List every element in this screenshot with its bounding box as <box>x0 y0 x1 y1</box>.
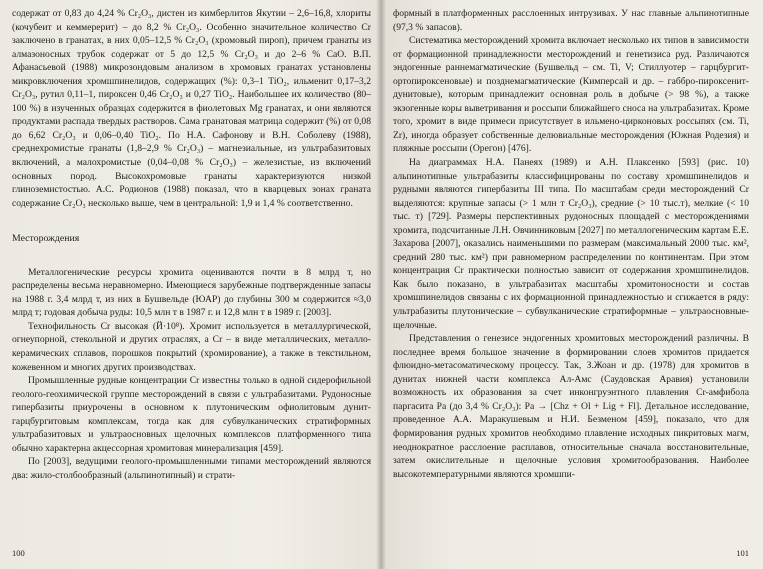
right-page <box>381 0 763 569</box>
left-paragraph-2: Металлогенические ресурсы хромита оцениваются почти в 8 млрд т, но распределены весьма неравномерно. Имеющиеся зарубежные подтвержденные запасы на 1988 г. 3,4 млрд т, из них в Бушвельде (ЮАР) до глубины 300 м содержится ≈3,0 млрд т; годовая добыча руды: 10,5 млн т в 1987 г. и 12,8 млн т в 1989 г. [2003]. <box>12 266 371 319</box>
left-page <box>0 0 381 569</box>
right-paragraph-4: Представления о генезисе эндогенных хромитовых месторождений различны. В последнее время большое значение в формировании слоев хромитов придается флюидно-метасоматическому процессу. Так, З.Жоан и др. (1978) для хромитов в дунитах нижней части комплекса Ал-Амс (Саудовская Аравия) установили возможность их образования за счет инконгруэнтного плавления Cr-амфибола паргасита Pa (до 3,4 % Cr₂O₃): Pa → [Chz + Ol + Lig + Fl]. Детальное исследование, проведенное А.А. Маракушевым и Н.И. Безменом [459], показало, что для формирования рудных хромитов необходимо плавление исходных пикритовых магм, неоднократное расслоение расплавов, относительные сначала восстановительные, затем окислительные и щелочные условия хромитообразования. Наиболее высокотемпературными являются хромшпи- <box>393 333 749 480</box>
page-number-left: 100 <box>12 548 25 559</box>
right-paragraph-3: На диаграммах Н.А. Панеях (1989) и А.Н. Плаксенко [593] (рис. 10) альпинотипные ультрабазиты классифицированы по составу хромшпинелидов и рудными являются гипербазиты III типа. По масштабам среди месторождений Cr выделяются: крупные запасы (> 1 млн т Cr₂O₃), средние (> 10 тыс.т), мелкие (< 10 тыс. т) [729]. Размеры перспективных рудоносных площадей с месторождениями хромита, подсчитанные Л.Н. Овчинниковым [2027] по металлогеническим картам Е.Е. Захарова [2007], оказались наименьшими по размерам (максимальный 2000 тыс. км², средний 280 тыс. км²) при равномерном распределении по континентам. При этом концентрация Cr практически полностью зависит от содержания хромшпинелидов. Как было показано, в ультрабазитах масштабы хромитоносности и состав хромшпинелидов связаны с их формационной принадлежностью и сгижается в ряду: ультрабазиты плутонические – субвулканические стратиформные – ультраосновные-щелочные. <box>393 157 749 331</box>
left-paragraph-3: Технофильность Cr высокая (Й·10⁸). Хромит используется в металлургической, огнеупорной, стекольной и других отраслях, а Cr – в виде металлических, металло-керамических сплавов, порошков покрытий (хромирование), а также в текстильном, кожевенном и многих других производствах. <box>12 320 371 373</box>
right-paragraph-2: Систематика месторождений хромита включает несколько их типов в зависимости от формационной принадлежности месторождений и генетизиса руд. Различаются эндогенные раннемагматические (Бушвельд – см. Ti, V; Стиллуотер – гарцбургит-ортопироксеновые) и позднемагматические (Кимперсай и др. – габбро-пироксенит-дунитовые), которым принадлежит основная роль в добыче (> 98 %), а также экзогенные коры выветривания и россыпи ближайшего сноса на ультрабазитах. Кроме того, хромит в виде примеси присутствует в ильмено-цирконовых россыпях (см. Ti, Zr), иногда образует собственные делювиальные месторождения (Южная Родезия) и пляжные россыпи (Орегон) [476]. <box>393 35 749 155</box>
page-number-right: 101 <box>736 548 749 559</box>
right-paragraph-1: формный в платформенных расслоенных интрузивах. У нас главные альпинотипные (97,3 % запасов). <box>393 8 749 33</box>
section-heading: Месторождения <box>12 233 80 245</box>
left-paragraph-5: По [2003], ведущими геолого-промышленными типами месторождений являются два: жило-столбообразный (альпинотипный) и страти- <box>12 456 371 481</box>
left-paragraph-4: Промышленные рудные концентрации Cr известны только в одной сидерофильной геолого-геохимической группе месторождений в связи с ультрабазитами. Рудоносные гипербазиты приурочены в основном к плутоническим офиолитовым дунит-гарцбургитовым комплексам, тогда как для субвулканических стратиформных ультрабазитовых и ультраосновных щелочных комплексов платформенного типа обычно характерна акцессорная хромитовая минерализация [459]. <box>12 375 371 454</box>
left-paragraph-1: содержат от 0,83 до 4,24 % Cr₂O₃, дистен из кимберлитов Якутии – 2,6–16,8, хлориты (кочубеит и кеммерерит) – до 8,2 % Cr₂O₃. Особенно значительное количество Cr заключено в гранатах, в них 0,05–12,5 % Cr₂O₃ (хромовый пироп), причем гранаты из алмазоносных трубок содержат от 5 до 12,5 % Cr₂O₃ и до 2–6 % CaO. В.П. Афанасьевой (1988) микрозондовым анализом в хромовых гранатах установлены микровключения хромшпинелидов, содержащих (%): 0,3–1 TiO₂, ильменит 0,17–3,2 Cr₂O₃, рутил 0,11–1, пироксен 0,46 Cr₂O₃ и 0,27 TiO₂. Наибольшее их количество (80–100 %) в изученных образцах содержится в фиолетовых Mg гранатах, и они являются продуктами распада твердых растворов. Сама гранатовая матрица содержит (%) от 0,08 до 6,62 Cr₂O₃ и 0,06–0,40 TiO₂. По Н.А. Сафонову и В.Н. Соболеву (1988), среднехромистые гранаты (1,8–2,9 % Cr₂O₃) – магнезиальные, из ультрабазитовых включений, а малохромистые (0,04–0,08 % Cr₂O₃) – железистые, из включений основных пород. Высокохромовые гранаты характеризуются низкой глиноземистостью. А.С. Родионов (1988) показал, что в кварцевых зонах граната содержание Cr₂O₃ несколько выше, чем в центральной: 1,9 и 1,4 % соответственно. <box>12 8 371 209</box>
book-gutter <box>376 0 386 569</box>
